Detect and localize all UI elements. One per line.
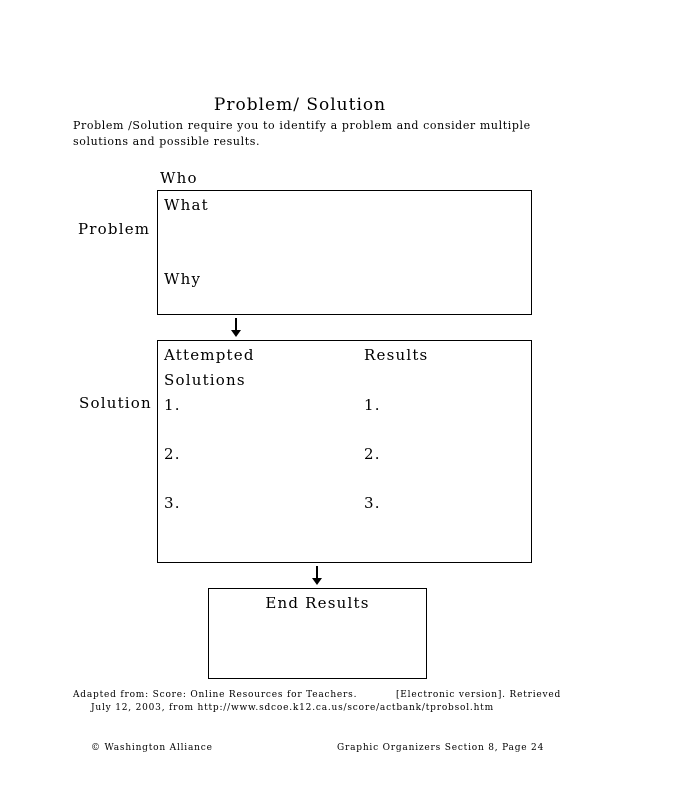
problem-box — [157, 190, 532, 315]
what-label: What — [164, 196, 209, 214]
footer-page-info: Graphic Organizers Section 8, Page 24 — [337, 743, 545, 753]
arrow-line-2 — [316, 566, 318, 578]
result-item-2: 2. — [364, 445, 381, 463]
result-item-3: 3. — [364, 494, 381, 512]
result-item-1: 1. — [364, 396, 381, 414]
solution-item-1: 1. — [164, 396, 181, 414]
solution-item-3: 3. — [164, 494, 181, 512]
end-results-label: End Results — [265, 594, 370, 612]
solution-item-2: 2. — [164, 445, 181, 463]
solutions-label: Solutions — [164, 371, 246, 389]
why-label: Why — [164, 270, 202, 288]
solution-side-label: Solution — [79, 394, 152, 412]
arrow-down-icon — [231, 330, 241, 337]
solution-box — [157, 340, 532, 563]
footer-copyright: © Washington Alliance — [91, 743, 213, 753]
intro-text: Problem /Solution require you to identify a problem and consider multiple solutions and possible results. — [73, 119, 531, 148]
problem-side-label: Problem — [78, 220, 151, 238]
citation-line-1-right: [Electronic version]. Retrieved — [396, 690, 562, 700]
end-results-box — [208, 588, 427, 679]
page-title: Problem/ Solution — [213, 95, 387, 115]
citation-line-1: Adapted from: Score: Online Resources for Teachers. — [73, 690, 358, 700]
attempted-label: Attempted — [164, 346, 255, 364]
who-label: Who — [160, 169, 198, 187]
arrow-down-icon-2 — [312, 578, 322, 585]
citation-line-2: July 12, 2003, from http://www.sdcoe.k12.ca.us/score/actbank/tprobsol.htm — [91, 703, 494, 713]
results-label: Results — [364, 346, 429, 364]
arrow-line-1 — [235, 318, 237, 330]
